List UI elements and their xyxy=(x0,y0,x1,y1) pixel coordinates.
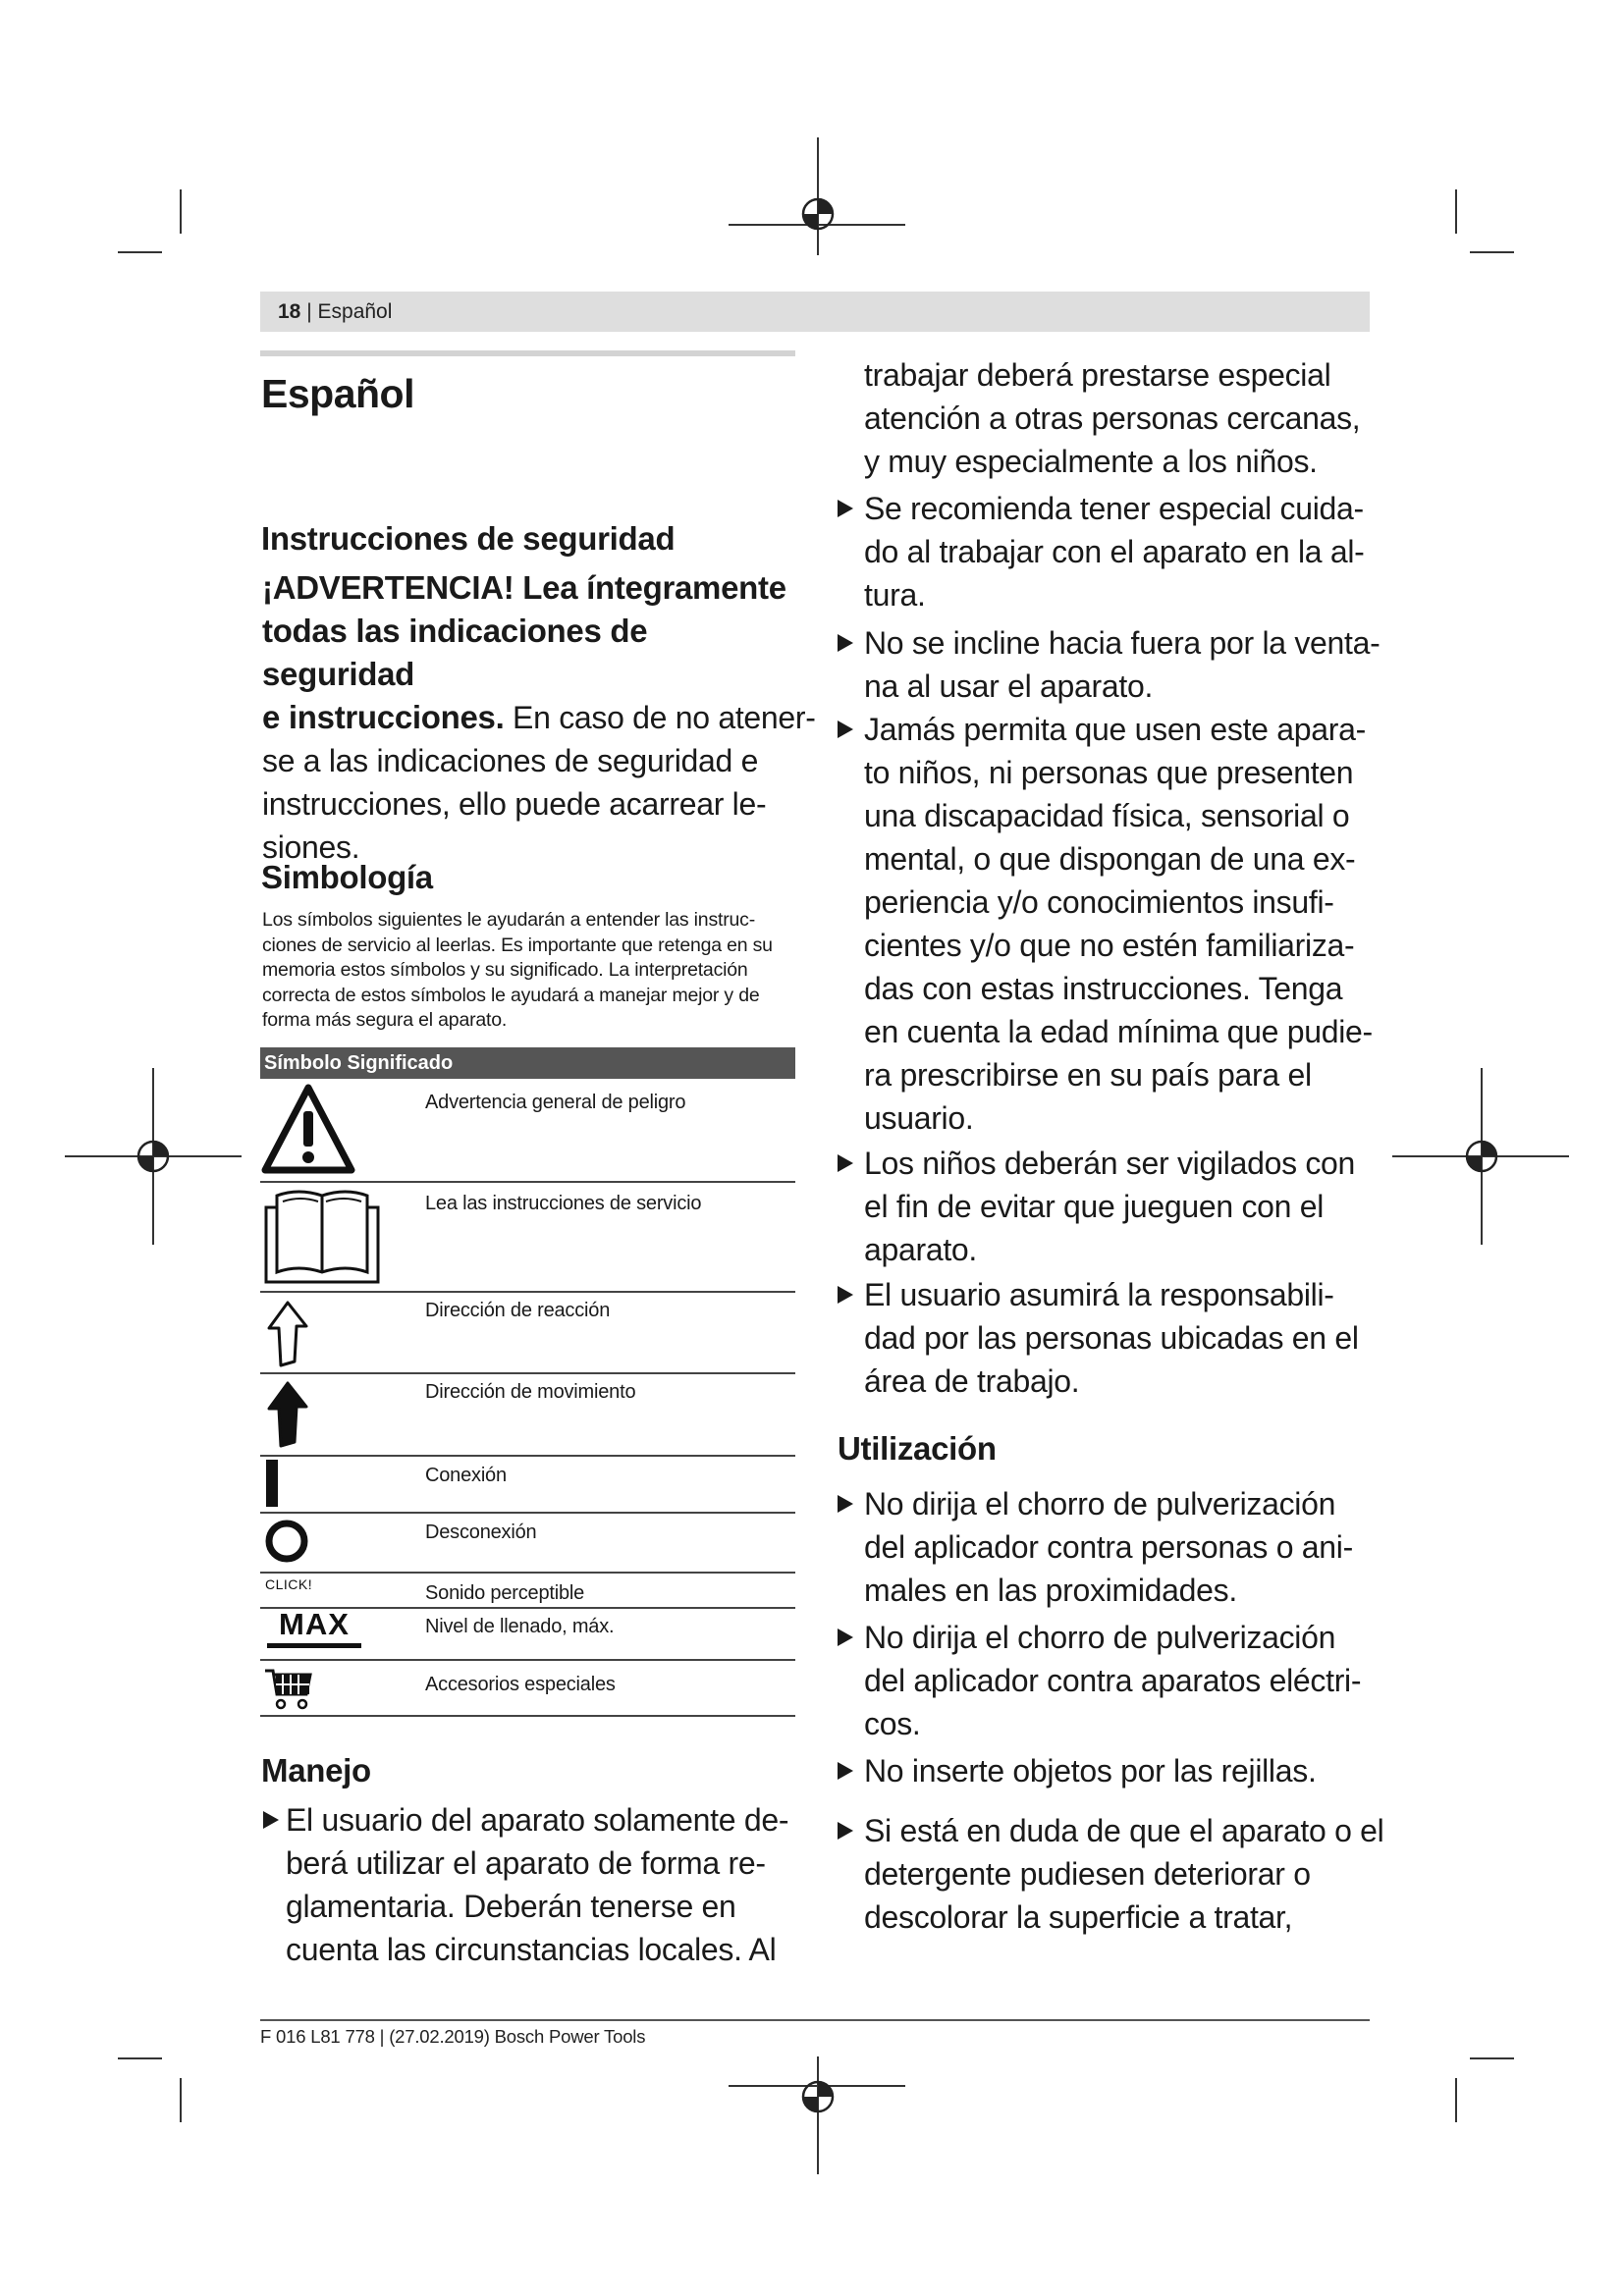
warning-line: se a las indicaciones de seguridad e xyxy=(262,743,759,778)
list-item xyxy=(263,1798,813,1971)
bullet-line: del aplicador contra personas o ani- xyxy=(864,1529,1353,1565)
usage-heading: Utilización xyxy=(838,1430,997,1467)
click-icon: CLICK! xyxy=(265,1576,313,1592)
power-off-icon xyxy=(263,1518,310,1565)
bullet-arrow-icon xyxy=(838,1286,853,1304)
warning-triangle-icon xyxy=(261,1082,355,1176)
bullet-line: do al trabajar con el aparato en la al- xyxy=(864,534,1365,569)
bullet-line: No inserte objetos por las rejillas. xyxy=(864,1753,1317,1789)
bullet-line: cuenta las circunstancias locales. Al xyxy=(286,1932,777,1967)
table-row-divider xyxy=(260,1715,795,1717)
header-section: Español xyxy=(317,300,393,323)
list-item xyxy=(838,1749,1397,1792)
bullet-arrow-icon xyxy=(838,500,853,517)
bullet-line: aparato. xyxy=(864,1232,978,1267)
table-row-divider xyxy=(260,1372,795,1374)
intro-line: ciones de servicio al leerlas. Es importante que retenga en su xyxy=(262,934,773,956)
warning-line xyxy=(262,696,816,739)
open-book-icon xyxy=(263,1188,381,1286)
symbol-table-header xyxy=(260,1047,795,1079)
bullet-arrow-icon xyxy=(838,1154,853,1172)
bullet-line: Se recomienda tener especial cuida- xyxy=(864,491,1364,526)
page-title: Español xyxy=(261,371,414,416)
bullet-line: periencia y/o conocimientos insufi- xyxy=(864,884,1334,920)
registration-target-icon xyxy=(135,1138,172,1175)
footer-rule xyxy=(260,2019,1370,2021)
symbol-meaning: Advertencia general de peligro xyxy=(425,1092,686,1113)
page-footer: F 016 L81 778 | (27.02.2019) Bosch Power Tools xyxy=(260,2026,646,2047)
max-level-text: MAX xyxy=(279,1607,350,1641)
symbols-heading: Simbología xyxy=(261,859,433,895)
bullet-line: No dirija el chorro de pulverización xyxy=(864,1620,1336,1655)
intro-line: Los símbolos siguientes le ayudarán a entender las instruc- xyxy=(262,909,755,931)
bullet-line: mental, o que dispongan de una ex- xyxy=(864,841,1356,877)
bullet-line: berá utilizar el aparato de forma re- xyxy=(286,1845,766,1881)
intro-line: correcta de estos símbolos le ayudará a manejar mejor y de xyxy=(262,984,760,1006)
warning-line: instrucciones, ello puede acarrear le- xyxy=(262,786,767,822)
text-line: trabajar deberá prestarse especial xyxy=(864,357,1331,393)
registration-target-icon xyxy=(799,195,837,233)
bullet-line: usuario. xyxy=(864,1100,974,1136)
bullet-line: Jamás permita que usen este apara- xyxy=(864,712,1366,747)
bullet-line: na al usar el aparato. xyxy=(864,668,1154,704)
power-on-icon xyxy=(266,1460,278,1507)
list-item xyxy=(838,1809,1397,1939)
bullet-line: El usuario del aparato solamente de- xyxy=(286,1802,789,1838)
table-row-divider xyxy=(260,1512,795,1514)
bullet-line: das con estas instrucciones. Tenga xyxy=(864,971,1343,1006)
symbol-meaning: Dirección de movimiento xyxy=(425,1381,636,1403)
bullet-line: males en las proximidades. xyxy=(864,1573,1237,1608)
bullet-arrow-icon xyxy=(838,721,853,738)
symbol-meaning: Conexión xyxy=(425,1465,507,1486)
bullet-line: Si está en duda de que el aparato o el xyxy=(864,1813,1384,1848)
bullet-line: tura. xyxy=(864,577,926,613)
bullet-line: el fin de evitar que jueguen con el xyxy=(864,1189,1325,1224)
header-separator: | xyxy=(306,300,312,323)
symbol-meaning: Sonido perceptible xyxy=(425,1582,585,1604)
registration-target-icon xyxy=(1463,1138,1500,1175)
symbol-meaning: Nivel de llenado, máx. xyxy=(425,1616,615,1637)
list-item xyxy=(838,1616,1397,1745)
warning-paragraph xyxy=(262,566,816,869)
bullet-line: una discapacidad física, sensorial o xyxy=(864,798,1350,833)
table-row-divider xyxy=(260,1291,795,1293)
intro-line: memoria estos símbolos y su significado. La interpretación xyxy=(262,959,748,981)
symbol-meaning: Lea las instrucciones de servicio xyxy=(425,1193,702,1214)
list-item xyxy=(838,487,1397,616)
page-number: 18 xyxy=(278,300,301,323)
symbol-table-header-text: Símbolo Significado xyxy=(264,1052,454,1074)
table-row-divider xyxy=(260,1659,795,1661)
bullet-line: en cuenta la edad mínima que pudie- xyxy=(864,1014,1373,1049)
text-line: y muy especialmente a los niños. xyxy=(864,444,1318,479)
list-item xyxy=(838,621,1397,708)
list-item xyxy=(838,708,1397,1140)
symbol-meaning: Accesorios especiales xyxy=(425,1674,616,1695)
table-row-divider xyxy=(260,1455,795,1457)
bullet-arrow-icon xyxy=(838,1495,853,1513)
warning-bold-end: e instrucciones. xyxy=(262,699,505,735)
bullet-line: cos. xyxy=(864,1706,921,1741)
symbol-meaning: Dirección de reacción xyxy=(425,1300,611,1321)
bullet-line: Los niños deberán ser vigilados con xyxy=(864,1146,1356,1181)
warning-line: todas las indicaciones de seguridad xyxy=(262,613,648,692)
warning-line: siones. xyxy=(262,829,360,865)
page-header xyxy=(278,297,392,327)
table-row-divider xyxy=(260,1181,795,1183)
bullet-line: del aplicador contra aparatos eléctri- xyxy=(864,1663,1362,1698)
bullet-arrow-icon xyxy=(838,1822,853,1840)
outline-arrow-up-icon xyxy=(265,1299,310,1367)
bullet-arrow-icon xyxy=(263,1811,279,1829)
handling-heading: Manejo xyxy=(261,1752,371,1789)
shopping-cart-icon xyxy=(263,1665,312,1710)
bullet-line: No se incline hacia fuera por la venta- xyxy=(864,625,1380,661)
warning-text: En caso de no atener- xyxy=(504,700,816,735)
symbols-intro xyxy=(262,908,812,1034)
bullet-arrow-icon xyxy=(838,1762,853,1780)
warning-line: ¡ADVERTENCIA! Lea íntegramente xyxy=(262,569,786,606)
text-line: atención a otras personas cercanas, xyxy=(864,400,1361,436)
bullet-line: El usuario asumirá la responsabili- xyxy=(864,1277,1334,1312)
filled-arrow-up-icon xyxy=(265,1379,310,1448)
symbol-meaning: Desconexión xyxy=(425,1522,537,1543)
list-item xyxy=(838,1142,1397,1271)
registration-target-icon xyxy=(799,2078,837,2115)
bullet-line: glamentaria. Deberán tenerse en xyxy=(286,1889,736,1924)
bullet-line: área de trabajo. xyxy=(864,1363,1080,1399)
continuation-text xyxy=(864,353,1394,483)
bullet-line: No dirija el chorro de pulverización xyxy=(864,1486,1336,1522)
max-level-icon xyxy=(267,1607,361,1648)
list-item xyxy=(838,1482,1397,1612)
bullet-arrow-icon xyxy=(838,1629,853,1646)
bullet-line: descolorar la superficie a tratar, xyxy=(864,1899,1293,1935)
bullet-line: ra prescribirse en su país para el xyxy=(864,1057,1312,1093)
page-header-band xyxy=(260,292,1370,332)
bullet-line: to niños, ni personas que presenten xyxy=(864,755,1354,790)
bullet-arrow-icon xyxy=(838,634,853,652)
title-rule xyxy=(260,350,795,356)
list-item xyxy=(838,1273,1397,1403)
bullet-line: dad por las personas ubicadas en el xyxy=(864,1320,1359,1356)
bullet-line: detergente pudiesen deteriorar o xyxy=(864,1856,1311,1892)
safety-heading: Instrucciones de seguridad xyxy=(261,520,676,557)
bullet-line: cientes y/o que no estén familiariza- xyxy=(864,928,1355,963)
intro-line: forma más segura el aparato. xyxy=(262,1009,508,1031)
table-row-divider xyxy=(260,1572,795,1574)
